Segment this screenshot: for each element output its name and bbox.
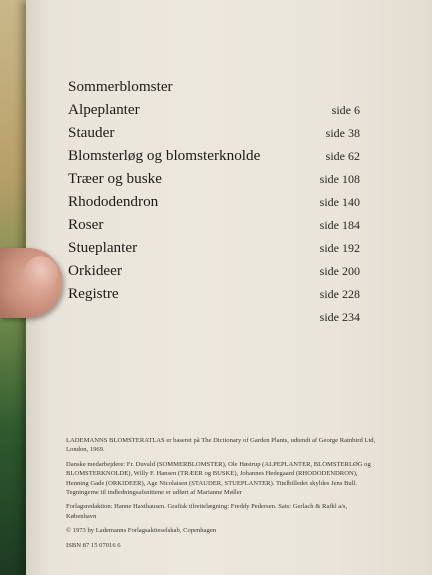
- toc-title: Roser: [68, 216, 104, 233]
- toc-row: [68, 216, 360, 239]
- colophon-contributors: Danske medarbejdere: Fr. Duvald (SOMMERBLOMSTER), Ole Høstrup (ALPEPLANTER, BLOMSTERLØG og BLOMSTERKNOLDE), Willy F. Hansen (TRÆER og BUSKE), Johannes Hedegaard (RHODODENDRON), Henning Gade (ORKIDEER), Age Nicolaisen (STAUDER, STUEPLANTER). Titelbilledet skyldes Jens Bull. Tegningerne til indledningsafsnittene er udført af Marianne Møller: [66, 460, 371, 497]
- toc-row: [68, 239, 360, 262]
- colophon-basis: LADEMANNS BLOMSTERATLAS er baseret på The Dictionary of Garden Plants, udtendt af George Rainbird Ltd, London, 1969.: [66, 437, 376, 454]
- toc-page: side 184: [319, 218, 360, 232]
- toc-page: side 192: [319, 241, 360, 255]
- toc-title: Alpeplanter: [68, 101, 140, 118]
- toc-title: Stauder: [68, 124, 115, 141]
- toc-page: side 108: [319, 172, 360, 186]
- table-of-contents: [68, 78, 360, 331]
- toc-title: Træer og buske: [68, 170, 162, 187]
- toc-title: Stueplanter: [68, 239, 138, 256]
- toc-title: Sommerblomster: [68, 78, 173, 95]
- toc-page: side 6: [331, 103, 360, 117]
- colophon-copyright: © 1973 by Lademanns Forlagsaktieselskab, Copenhagen: [66, 527, 217, 535]
- toc-row: [68, 262, 360, 285]
- toc-row: [68, 285, 360, 308]
- toc-row: [68, 170, 360, 193]
- colophon-isbn: ISBN 87 15 07016 6: [66, 541, 121, 549]
- finger-nail: [24, 256, 58, 290]
- toc-title: Registre: [68, 285, 119, 302]
- toc-title: Rhododendron: [68, 193, 159, 210]
- toc-row: [68, 308, 360, 331]
- toc-page: side 140: [319, 195, 360, 209]
- toc-row: [68, 78, 360, 101]
- toc-row: [68, 124, 360, 147]
- toc-title: Orkideer: [68, 262, 122, 279]
- toc-title: Blomsterløg og blomsterknolde: [68, 147, 261, 164]
- toc-row: [68, 147, 360, 170]
- toc-row: [68, 193, 360, 216]
- toc-page: side 228: [319, 287, 360, 301]
- toc-page: side 38: [325, 126, 360, 140]
- colophon: [66, 436, 376, 555]
- colophon-publisher: Forlagsredaktion: Hanne Haxthausen. Grafisk tilrettelægning: Freddy Pedersen. Sats: Gerlach & Rafkl a/s, København: [66, 503, 348, 520]
- toc-page: side 62: [325, 149, 360, 163]
- toc-row: [68, 101, 360, 124]
- toc-page: side 200: [319, 264, 360, 278]
- toc-page: side 234: [319, 310, 360, 324]
